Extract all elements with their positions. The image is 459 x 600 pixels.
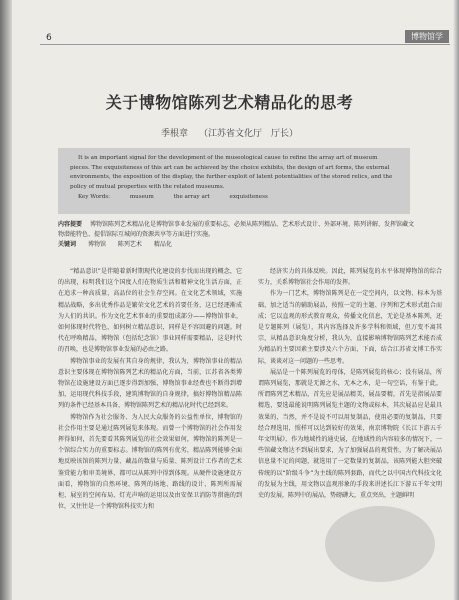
body-column-left [58,266,242,596]
summary-label: 内容提要 [58,221,83,228]
paragraph: 作为一门艺术，博物馆陈列是在一定空间内，以文物、标本为基础，加之适当的辅助展品，按照一定的主题、序列和艺术形式组合而成；它以直观的形式教育观众，传播文化信息，无论是基本陈列，还是专题陈列（展览），其内容选择及许多学科和领域，但万变不离其宗，从精品意识角度分析，我认为，直接影响博物馆陈列艺术能否成为精品的主要因素主要涉及六个方面，下面，结合江苏省文博工作实际，谈谈对这一问题的一些思考。 [258,290,442,365]
abstract-text: It is an important signal for the development of the museological cause to refine the array art of museum pieces. The exquisiteness of this art can be achieved by the choice exhibits, the design of art forms, the external environments, the exposition of the display, the further exploit of latent potentialities of the stored relics, and the policy of mutual properties with the related museums. [70,155,393,190]
paragraph: “精品意识”是伴随着新时期现代化建设的步伐而出现的概念，它的出现，标明我们这个国度人们在物质生活和精神文化生活方面，正在追求一种高质量、高品位的社会生存空间。在文化艺术领域，实施精品战略，多出优秀作品是繁荣文化艺术的首要任务，这已经逐渐成为人们的共识。作为文化艺术事业的重要组成部分——博物馆事业，如何体现时代特色，如何树立精品意识，同样是不容回避的问题。时代在呼唤精品，博物馆（包括纪念馆）事业同样需要精品，这是时代的召唤，也是博物馆事业发展的必由之路。 [58,268,242,354]
summary-text: 博物馆陈列艺术精品化是博物馆事业发展的重要标志，必须从陈列精品、艺术形式设计、外部环境、陈列讲解、发挥馆藏文物潜能特色、提倡馆际互城间的资源共享等方面进行实施。 [58,221,414,238]
section-label: 博物馆学 [405,30,449,43]
english-keywords [70,193,398,203]
byline [0,126,459,139]
keyword: 陈列艺术 [117,241,142,248]
paragraph: 博物馆事业的发展有其自身的规律，我认为，博物馆事业的精品意识主要体现在博物馆陈列艺术的精品化方面，当前，江苏省各类博物馆在设施建设方面已逐步得到加强，博物馆事业经费也不断得到增加，运用现代科技手段，建筑博物馆的自身规律，搞好博物馆精品陈列的条件已经基本具备，博物馆陈列艺术的精品化时代已经到来。 [58,357,242,410]
author-name: 季根章 [161,129,189,139]
keyword: 精品化 [153,241,172,248]
keyword: the array art [173,194,210,201]
library-stamp-smudge [325,506,435,582]
english-abstract [58,148,410,214]
keyword: museum [129,194,154,201]
article-title: 关于博物馆陈列艺术精品化的思考 [105,93,354,112]
paragraph: 展品是一个陈列展览的母体，是陈列展览的核心；没有展品，所谓陈列展览，那就是无源之水，无本之木，是一句空话，有鉴于此，所谓陈列艺术精品，首先应是展品精美，展品要精，首先是指展品要精选，要选最能说明陈列展览主题的文物或标本，其次展品应是最具效果的，当然，并不是说不可以用复制品，使用必要的复制品，只要经合理选用，照样可以达到较好的效果，南京博物院《长江下游五千年文明展》，作为地域性的通史展，在地域性的内容较多的情况下，一些馆藏文物达不到展出要求，为了加强展品的观赏性，为了解决展品信息量不足的问题，就选用了一定数量的复制品，该陈列能大胆突破传统的以“阶级斗争”为主线的陈列套路，而代之以中国古代科技文化的发展为主线，用文物以直观形象的手段来讲述长江下游五千年文明史的发展，陈列中的展品，势磅礴大，重点突出，主题鲜明 [258,368,442,500]
page-number: 6 [46,33,52,43]
paragraph: 博物馆作为社会服务、为人民大众服务的公益性单位，博物馆的社会作用主要是通过陈列展览来体现。而曾一个博物馆的社会作用发挥得如何，首先要看其陈列展览的社会效果如何，博物馆的陈列是一个馆综合实力的重要标志。博物馆的陈列有优劣，精品陈列能够全面地反映该馆的陈列力量、藏品的数量与质量、陈列设计工作者的艺术鉴赏能力和审美境界，都可以从陈列中得到体现。从硬件设施建设方面看，博物馆的自然环境、陈列的场地、路线的设计、陈列所需展柜、展室的空间布局、灯光声响的运用以及由安保卫消防等措施的到位，又往往是一个博物馆科技实力和 [58,413,242,511]
chinese-summary [58,220,418,250]
keywords-label: 关键词 [58,241,77,248]
chinese-keywords [58,240,418,250]
keyword: exquisiteness [229,194,268,201]
author-affiliation: （江苏省文化厅 厅长） [198,129,298,139]
paragraph: 经济实力的具体反映。因此，陈列展览的水平体现博物馆的综合实力，关系博物馆社会作用的发挥。 [258,268,442,287]
page-header-rule [40,30,450,45]
keyword: 博物馆 [87,241,106,248]
keywords-label: Key Words: [78,194,111,201]
